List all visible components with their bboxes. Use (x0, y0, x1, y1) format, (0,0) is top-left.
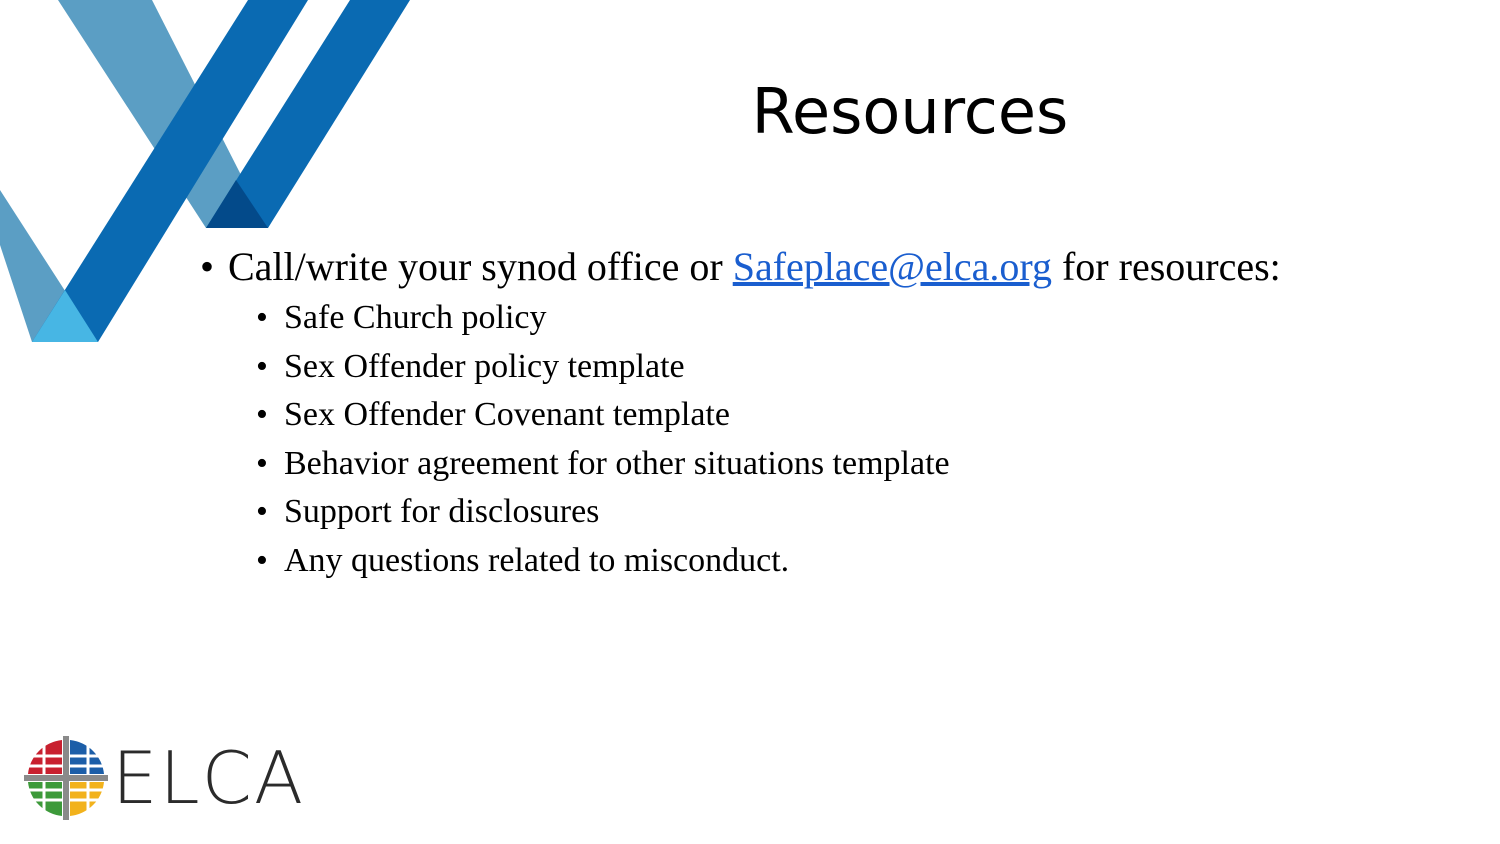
list-item-text: Safe Church policy (284, 299, 547, 336)
bullet-dot: • (256, 493, 268, 530)
list-item-text: Any questions related to misconduct. (284, 541, 790, 579)
list-item (256, 343, 1460, 392)
bullet-dot: • (256, 299, 268, 336)
bullet-dot: • (200, 244, 215, 289)
bullet-dot: • (256, 541, 268, 579)
list-item (256, 488, 1460, 537)
list-item (256, 294, 1460, 343)
bullet-dot: • (256, 347, 268, 385)
main-bullet-text-before: Call/write your synod office or (228, 244, 733, 289)
list-item-text: Sex Offender policy template (284, 347, 685, 385)
list-item-text: Sex Offender Covenant template (284, 396, 730, 433)
email-link[interactable]: Safeplace@elca.org (732, 244, 1052, 289)
bullet-dot: • (256, 444, 268, 482)
elca-logo-text: ELCA (112, 736, 306, 820)
bullet-content (200, 240, 1460, 585)
main-bullet (200, 240, 1460, 294)
list-item (256, 537, 1460, 586)
list-item-text: Behavior agreement for other situations template (284, 444, 950, 482)
slide-title: Resources (751, 75, 1069, 148)
list-item (256, 440, 1460, 489)
sub-bullet-list (200, 294, 1460, 585)
main-bullet-text-after: for resources: (1051, 244, 1281, 289)
list-item-text: Support for disclosures (284, 493, 600, 530)
list-item (256, 391, 1460, 440)
bullet-dot: • (256, 396, 268, 433)
